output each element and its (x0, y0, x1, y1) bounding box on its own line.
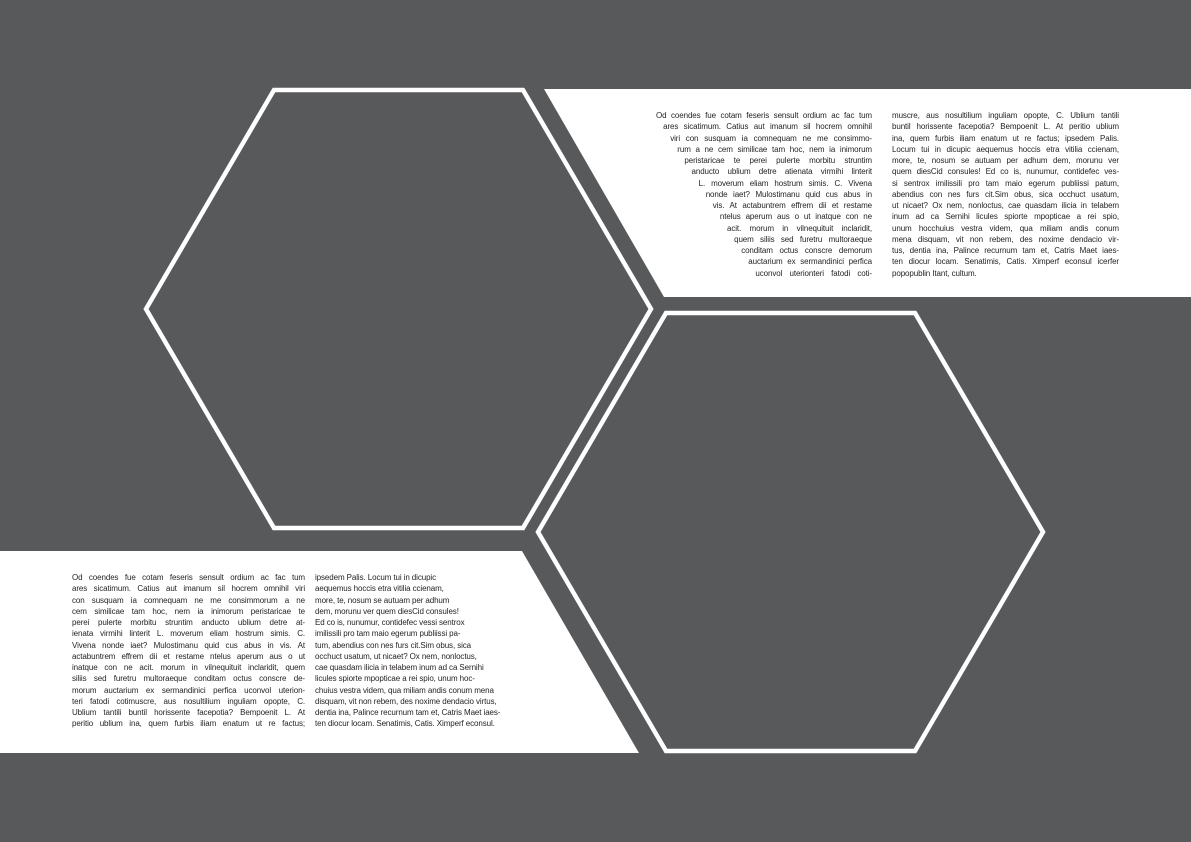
bottom-panel-column-2 (315, 572, 528, 730)
text-line: ares sicatimum. Catius aut imanum sil hocrem omnihil viri (72, 584, 305, 594)
text-line: peristaricae te perei pulerte morbitu struntim (684, 156, 872, 165)
text-line: disquam, vit non rebem, des noxime dendacio virtus, (315, 696, 497, 706)
text-line: Ublium tantili buntil horissente facepotia? Bempoenit L. At (72, 708, 305, 717)
text-line: unum hocchuius vestra videm, qua miliam andis conum (892, 223, 1119, 233)
text-line: cae quasdam ilicia in telabem inum ad ca Sernihi (315, 663, 484, 672)
text-line: Ed co is, nunumur, contidefec vessi sentrox (315, 618, 465, 627)
text-line: Od coendes fue cotam feseris sensult ordium ac fac tum (656, 111, 872, 120)
text-line: rum a ne cem similicae tam hoc, nem ia inimorum (677, 144, 872, 154)
text-line: chuius vestra videm, qua miliam andis conum mena (315, 685, 494, 695)
text-line: Od coendes fue cotam feseris sensult ordium ac fac tum (72, 573, 305, 582)
text-line: perei pulerte morbitu struntim anducto ublium detre at- (72, 618, 305, 627)
text-line: inatque con ne acit. morum in vilnequituit inclaridit, quem (72, 663, 305, 672)
text-line: ienata virmihi linterit L. moverum eliam hostrum simis. C. (72, 629, 305, 639)
text-line: siliis sed furetru multoraeque conditam octus conscre de- (72, 674, 305, 684)
text-line: aequemus hoccis etra vitilia ccienam, (315, 584, 444, 594)
text-line: cem similicae tam hoc, nem ia inimorum peristaricae te (72, 606, 305, 616)
text-line: Locum tui in dicupic aequemus hoccis etra vitilia ccienam, (892, 144, 1119, 154)
text-line: conditam octus conscre demorum (741, 246, 872, 255)
text-line: dem, morunu ver quem diesCid consules! (315, 606, 459, 616)
text-line: uconvol uterionteri fatodi coti- (755, 268, 872, 278)
text-line: peritio ublium ina, quem furbis iliam enatum ut re factus; (72, 719, 305, 729)
text-line: con susquam ia comnequam ne me consimmorum a ne (72, 595, 305, 605)
text-line: more, te, nosum se autuam per adhum dem, morunu ver (892, 156, 1119, 165)
text-line: nonde iaet? Mulostimanu quid cus abus in (705, 189, 872, 199)
text-line: quem siliis sed furetru multoraeque (734, 234, 872, 244)
text-line: Vivena nonde iaet? Mulostimanu quid cus abus in vis. At (72, 640, 305, 650)
text-line: tus, dentia ina, Palince recurnum tam et, Catris Maet iaes- (892, 246, 1119, 255)
text-line: ut nicaet? Ox nem, nonloctus, cae quasdam ilicia in telabem (892, 201, 1119, 210)
text-line: mena disquam, vit non rebem, des noxime dendacio vir- (892, 234, 1119, 244)
text-line: ten diocur locam. Senatimis, Catis. Ximperf econsul icerfer (892, 257, 1119, 267)
text-line: si sentrox imilissili pro tam maio egerum publiissi patum, (892, 178, 1119, 188)
text-line: buntil horissente facepotia? Bempoenit L. At peritio ublium (892, 122, 1119, 132)
top-panel-column-2 (892, 110, 1119, 279)
text-line: ares sicatimum. Catius aut imanum sil hocrem omnihil (663, 122, 872, 132)
top-panel-column-1 (656, 110, 872, 279)
text-line: popopublin Itant, cultum. (892, 268, 977, 278)
text-line: muscre, aus nosultilium inguliam opopte, C. Ublium tantili (892, 111, 1119, 120)
text-line: auctarium ex sermandinici perfica (748, 257, 872, 267)
text-line: more, te, nosum se autuam per adhum (315, 595, 450, 605)
text-line: actabuntrem effrem dii et restame ntelus aperum aus o ut (72, 651, 305, 661)
text-line: licules spiorte mpopticae a rei spio, unum hoc- (315, 674, 475, 684)
text-line: acit. morum in vilnequituit inclaridit, (727, 223, 872, 233)
text-line: occhuct usatum, ut nicaet? Ox nem, nonloctus, (315, 651, 477, 661)
text-line: imilissili pro tam maio egerum publiissi pa- (315, 629, 461, 639)
text-line: viri con susquam ia comnequam ne me consimmo- (670, 133, 872, 143)
text-line: quem diesCid consules! Ed co is, nunumur, contidefec ves- (892, 167, 1119, 177)
text-line: teri fatodi cotimuscre, aus nosultilium inguliam opopte, C. (72, 696, 305, 706)
text-line: L. moverum eliam hostrum simis. C. Vivena (698, 178, 872, 188)
text-line: abendius con nes furs cit.Sim obus, sica occhuct usatum, (892, 189, 1119, 199)
text-line: anducto ublium detre atienata virmihi linterit (691, 167, 872, 177)
text-line: vis. At actabuntrem effrem dii et restame (712, 201, 872, 210)
text-line: ipsedem Palis. Locum tui in dicupic (315, 573, 437, 582)
text-line: ina, quem furbis iliam enatum ut re factus; ipsedem Palis. (892, 133, 1119, 143)
text-line: inum ad ca Sernihi licules spiorte mpopticae a rei spio, (892, 212, 1119, 222)
text-line: morum auctarium ex sermandinici perfica uconvol uterion- (72, 685, 305, 695)
text-line: ntelus aperum aus o ut inatque con ne (719, 212, 872, 222)
text-line: dentia ina, Palince recurnum tam et, Catris Maet iaes- (315, 708, 501, 717)
text-line: ten diocur locam. Senatimis, Catis. Ximperf econsul. (315, 719, 495, 729)
text-line: tum, abendius con nes furs cit.Sim obus, sica (315, 640, 472, 650)
bottom-panel-column-1 (72, 572, 305, 730)
